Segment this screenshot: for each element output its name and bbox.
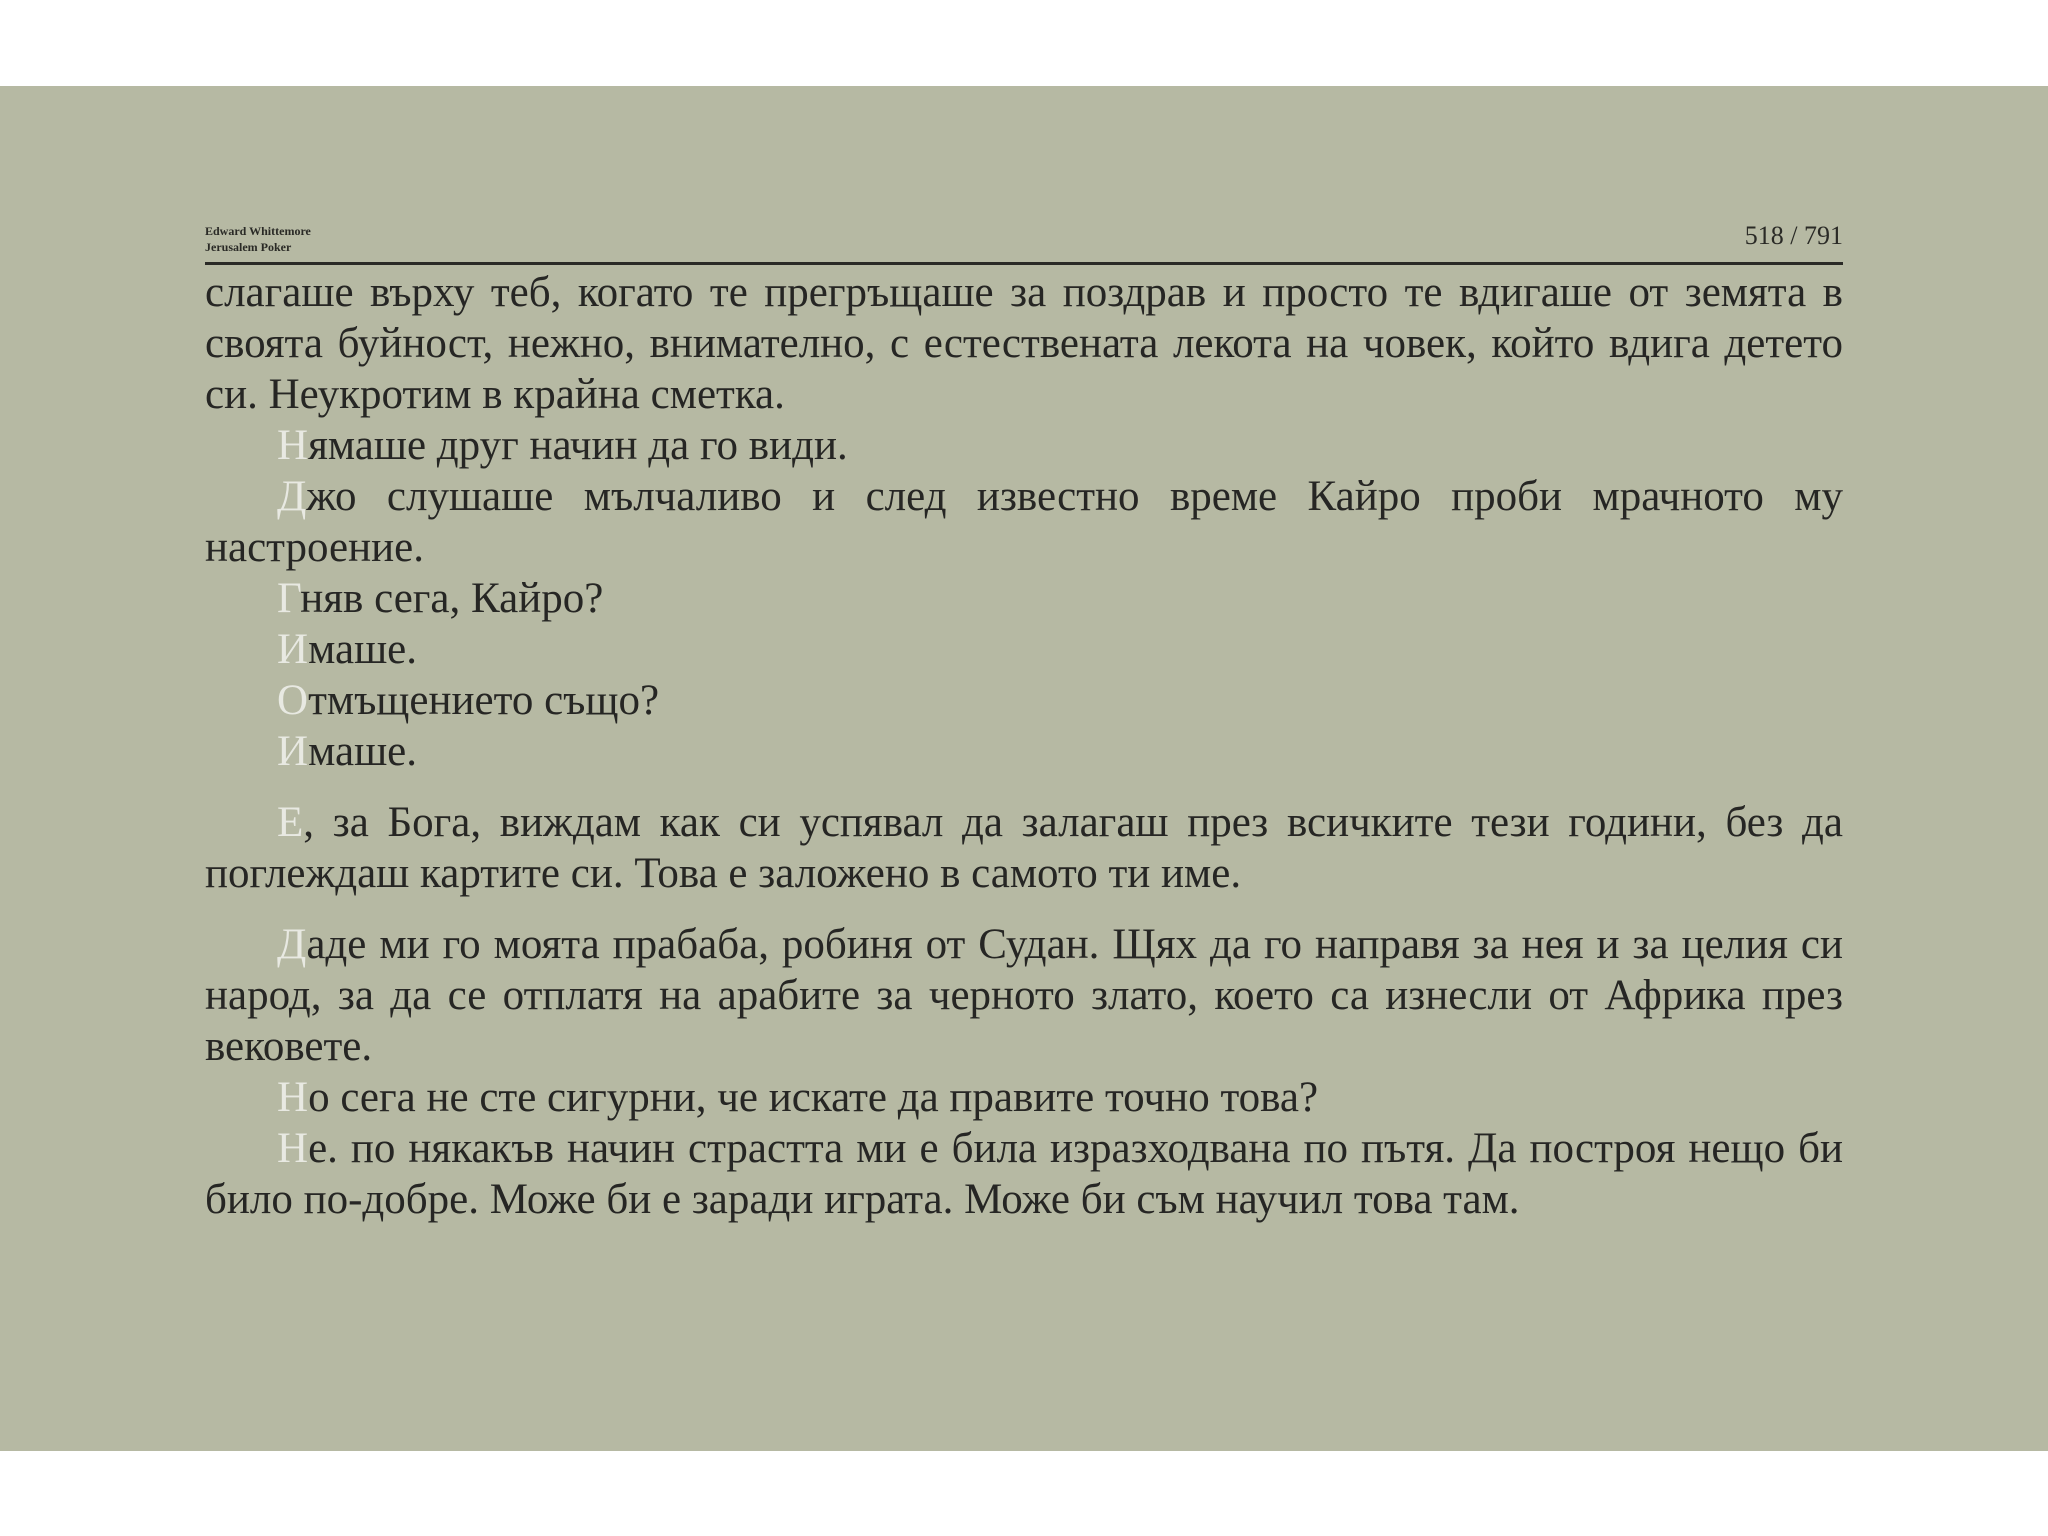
paragraph-text: о сега не сте сигурни, че искате да правите точно това?: [308, 1074, 1319, 1121]
paragraph-initial: Г: [277, 575, 301, 622]
book-text: [205, 267, 1843, 1225]
book-author: Edward Whittemore: [205, 224, 311, 238]
paragraph: [205, 471, 1843, 573]
paragraph-text: аде ми го моята прабаба, робиня от Судан. Щях да го направя за нея и за целия си народ, за да се отплатя на арабите за черното злато, което са изнесли от Африка през вековете.: [205, 921, 1843, 1070]
paragraph: [205, 267, 1843, 420]
paragraph-initial: Н: [277, 422, 309, 469]
page-counter: 518 / 791: [1744, 221, 1843, 250]
paragraph-initial: Д: [277, 921, 307, 968]
paragraph: [205, 1123, 1843, 1225]
paragraph: [205, 726, 1843, 777]
paragraph-initial: Е: [277, 799, 304, 846]
paragraph: [205, 1072, 1843, 1123]
paragraph-text: няв сега, Кайро?: [300, 575, 604, 622]
paragraph-text: слагаше върху теб, когато те прегръщаше за поздрав и просто те вдигаше от земята в своята буйност, нежно, внимателно, с естествената лекота на човек, който вдига детето си. Неукротим в крайна сметка.: [205, 269, 1843, 418]
running-head: [205, 136, 1843, 265]
paragraph-initial: Н: [277, 1074, 309, 1121]
paragraph: [205, 420, 1843, 471]
paragraph-text: е. по някакъв начин страстта ми е била изразходвана по пътя. Да построя нещо би било по-добре. Може би е заради играта. Може би съм научил това там.: [205, 1125, 1843, 1223]
paragraph-initial: И: [277, 626, 309, 673]
paragraph-text: маше.: [308, 728, 418, 775]
paragraph-initial: О: [277, 677, 309, 724]
paragraph: [205, 919, 1843, 1072]
paragraph-text: тмъщението също?: [308, 677, 660, 724]
paragraph-text: ямаше друг начин да го види.: [308, 422, 848, 469]
book-title: Jerusalem Poker: [205, 240, 292, 254]
paragraph-initial: Д: [277, 473, 307, 520]
paragraph-text: маше.: [308, 626, 418, 673]
paragraph-text: , за Бога, виждам как си успявал да залагаш през всичките тези години, без да поглеждаш картите си. Това е заложено в самото ти име.: [205, 799, 1843, 897]
paragraph: [205, 573, 1843, 624]
paragraph: [205, 624, 1843, 675]
paragraph: [205, 797, 1843, 899]
paragraph: [205, 675, 1843, 726]
paragraph-initial: Н: [277, 1125, 309, 1172]
paragraph-initial: И: [277, 728, 309, 775]
paragraph-text: жо слушаше мълчаливо и след известно време Кайро проби мрачното му настроение.: [205, 473, 1843, 571]
